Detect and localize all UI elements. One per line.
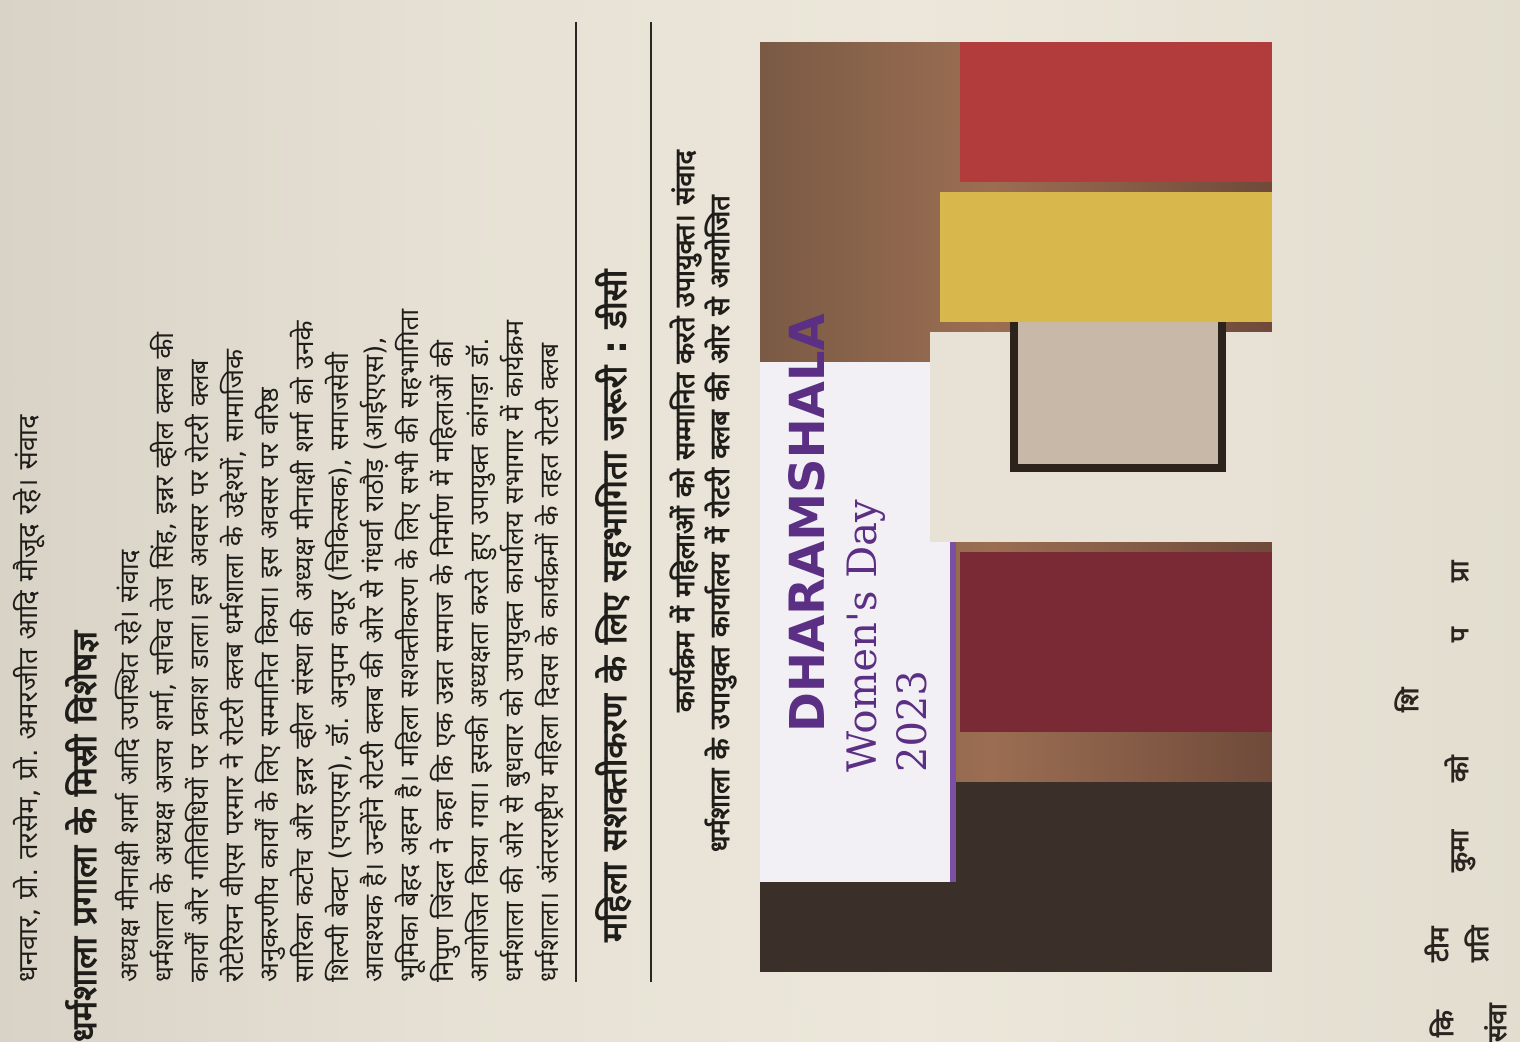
photo-woman-yellow [940,192,1272,322]
body-line: आयोजित किया गया। इसकी अध्यक्षता करते हुए उपायुक्त कांगड़ा डॉ. [465,337,495,982]
photo-deputy-commissioner [960,552,1272,732]
banner-subtitle: Women's Day [840,499,886,772]
previous-article-last-line: धनवार, प्रो. तरसेम, प्रो. अमरजीत आदि मौजूद रहे। संवाद [13,414,44,982]
body-line: अध्यक्ष मीनाक्षी शर्मा आदि उपस्थित रहे। संवाद [115,549,145,982]
body-line: आवश्यक है। उन्होंने रोटरी क्लब की ओर से गंधर्वा राठौड़ (आईएएस), [360,336,390,982]
body-line: शिल्पी बेक्टा (एचएएस), डॉ. अनुपम कपूर (चिकित्सक), समाजसेवी [325,352,355,982]
article-headline: महिला सशक्तीकरण के लिए सहभागिता जरूरी : डीसी [595,269,635,942]
body-line: धर्मशाला के अध्यक्ष अजय शर्मा, सचिव तेज सिंह, इन्नर व्हील क्लब की [150,331,180,982]
caption-divider [650,22,652,982]
banner-title: DHARAMSHALA [780,313,836,732]
photo-woman-red [960,42,1272,182]
body-line: निपुण जिंदल ने कहा कि एक उन्नत समाज के निर्माण में महिलाओं की [430,340,460,982]
body-line: सारिका कटोच और इन्नर व्हील संस्था की अध्यक्ष मीनाक्षी शर्मा को उनके [290,320,320,982]
side-fragment: कुमा [1445,829,1475,872]
womens-day-banner [760,313,956,882]
body-line: धर्मशाला की ओर से बुधवार को उपायुक्त कार्यालय सभागार में कार्यक्रम [500,319,530,982]
body-line: भूमिका बेहद अहम है। महिला सशक्तीकरण के लिए सभी की सहभागिता [395,308,425,982]
side-fragment: प्रति [1465,925,1495,962]
body-line: रोटेरियन वीएस परमार ने रोटरी क्लब धर्मशाला के उद्देश्यों, सामाजिक [220,349,250,982]
photo-caption-line-1: धर्मशाला के उपायुक्त कार्यालय में रोटरी क्लब की ओर से आयोजित [705,195,736,852]
next-article-headline: धर्मशाला प्रगाला के मिस्री विशेषज्ञ [65,630,105,1042]
body-line: अनुकरणीय कार्यों के लिए सम्मानित किया। इस अवसर पर वरिष्ठ [255,387,285,982]
photo-caption-line-2: कार्यक्रम में महिलाओं को सम्मानित करते उपायुक्त। संवाद [670,150,701,712]
side-fragment: प [1445,627,1475,642]
side-fragment: प्रा [1445,560,1475,582]
banner-year: 2023 [890,670,936,772]
body-line: धर्मशाला। अंतरराष्ट्रीय महिला दिवस के कार्यक्रमों के तहत रोटरी क्लब [535,342,565,982]
side-fragment: टीम [1425,926,1455,962]
event-photo [760,42,1272,972]
side-fragment: संवा [1483,1003,1513,1042]
side-fragment: शि [1395,687,1425,712]
side-fragment: कि [1430,1010,1460,1037]
body-line: कार्यों और गतिविधियों पर प्रकाश डाला। इस अवसर पर रोटरी क्लब [185,359,215,982]
headline-divider [575,22,577,982]
side-fragment: को [1445,755,1475,782]
